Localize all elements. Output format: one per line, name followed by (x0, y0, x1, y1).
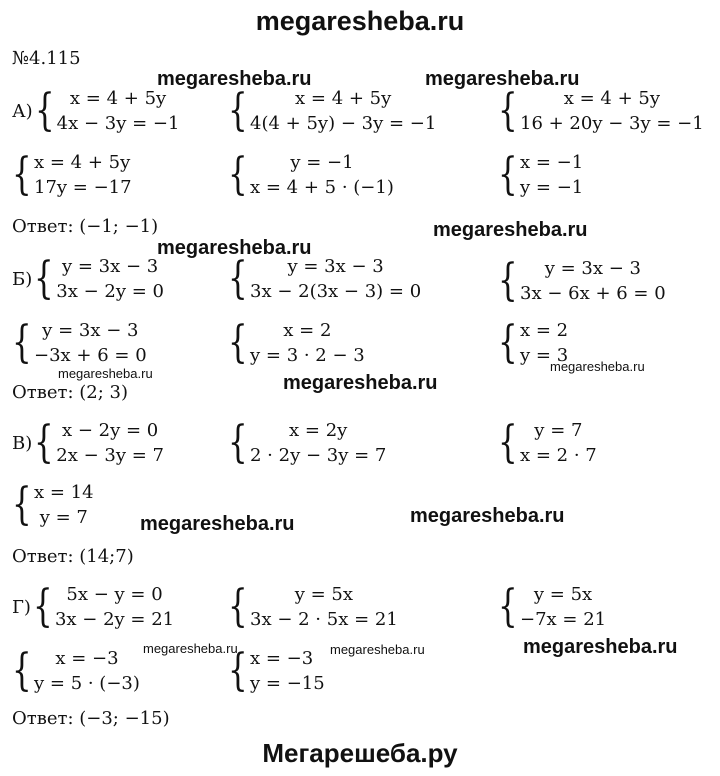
brace-icon: { (34, 417, 54, 468)
problem-number: №4.115 (12, 48, 81, 69)
brace-icon: { (228, 645, 248, 696)
watermark: megaresheba.ru (523, 636, 678, 658)
brace-icon: { (498, 255, 518, 306)
answer-g: Ответ: (−3; −15) (12, 708, 170, 729)
system-g-2: { y = 5x 3x − 2 · 5x = 21 (228, 581, 398, 632)
system-b-6: { x = 2 y = 3 (498, 317, 569, 368)
brace-icon: { (498, 149, 518, 200)
answer-b: Ответ: (2; 3) (12, 382, 128, 403)
brace-icon: { (228, 149, 248, 200)
site-footer: Мегарешеба.ру (262, 738, 458, 768)
brace-icon: { (498, 581, 518, 632)
system-g-4: { x = −3 y = 5 · (−3) (12, 645, 140, 696)
brace-icon: { (12, 149, 32, 200)
site-header: megaresheba.ru (255, 6, 465, 36)
watermark: megaresheba.ru (433, 219, 588, 241)
answer-a: Ответ: (−1; −1) (12, 216, 159, 237)
part-label: Г) (12, 596, 31, 618)
system-g-1: Г) { 5x − y = 0 3x − 2y = 21 (12, 581, 175, 632)
system-g-5: { x = −3 y = −15 (228, 645, 325, 696)
system-b-2: { y = 3x − 3 3x − 2(3x − 3) = 0 (228, 253, 422, 304)
watermark: megaresheba.ru (283, 372, 438, 394)
watermark-small: megaresheba.ru (143, 641, 238, 656)
part-label: Б) (12, 268, 33, 290)
system-v-4: { x = 14 y = 7 (12, 479, 94, 530)
brace-icon: { (32, 581, 53, 632)
watermark: megaresheba.ru (157, 237, 312, 259)
system-a-1: А) { x = 4 + 5y 4x − 3y = −1 (12, 85, 180, 136)
brace-icon: { (498, 417, 518, 468)
watermark-small: megaresheba.ru (550, 359, 645, 374)
system-a-2: { x = 4 + 5y 4(4 + 5y) − 3y = −1 (228, 85, 437, 136)
system-g-3: { y = 5x −7x = 21 (498, 581, 607, 632)
brace-icon: { (12, 645, 32, 696)
system-v-1: В) { x − 2y = 0 2x − 3y = 7 (12, 417, 164, 468)
brace-icon: { (34, 253, 54, 304)
system-b-3: { y = 3x − 3 3x − 6x + 6 = 0 (498, 255, 666, 306)
system-b-5: { x = 2 y = 3 · 2 − 3 (228, 317, 365, 368)
brace-icon: { (34, 85, 55, 136)
brace-icon: { (228, 253, 248, 304)
answer-v: Ответ: (14;7) (12, 546, 134, 567)
watermark: megaresheba.ru (140, 513, 295, 535)
brace-icon: { (12, 317, 32, 368)
part-label: В) (12, 432, 33, 454)
system-a-5: { y = −1 x = 4 + 5 · (−1) (228, 149, 394, 200)
watermark: megaresheba.ru (410, 505, 565, 527)
brace-icon: { (228, 417, 248, 468)
system-v-2: { x = 2y 2 · 2y − 3y = 7 (228, 417, 387, 468)
brace-icon: { (228, 581, 248, 632)
part-label: А) (12, 100, 33, 122)
system-b-1: Б) { y = 3x − 3 3x − 2y = 0 (12, 253, 164, 304)
brace-icon: { (498, 317, 518, 368)
brace-icon: { (12, 479, 32, 530)
system-a-3: { x = 4 + 5y 16 + 20y − 3y = −1 (498, 85, 704, 136)
brace-icon: { (498, 85, 518, 136)
brace-icon: { (228, 85, 248, 136)
watermark-small: megaresheba.ru (58, 366, 153, 381)
watermark: megaresheba.ru (157, 68, 312, 90)
brace-icon: { (228, 317, 248, 368)
watermark: megaresheba.ru (425, 68, 580, 90)
system-a-4: { x = 4 + 5y 17y = −17 (12, 149, 132, 200)
system-v-3: { y = 7 x = 2 · 7 (498, 417, 597, 468)
system-b-4: { y = 3x − 3 −3x + 6 = 0 (12, 317, 147, 368)
watermark-small: megaresheba.ru (330, 642, 425, 657)
system-a-6: { x = −1 y = −1 (498, 149, 584, 200)
